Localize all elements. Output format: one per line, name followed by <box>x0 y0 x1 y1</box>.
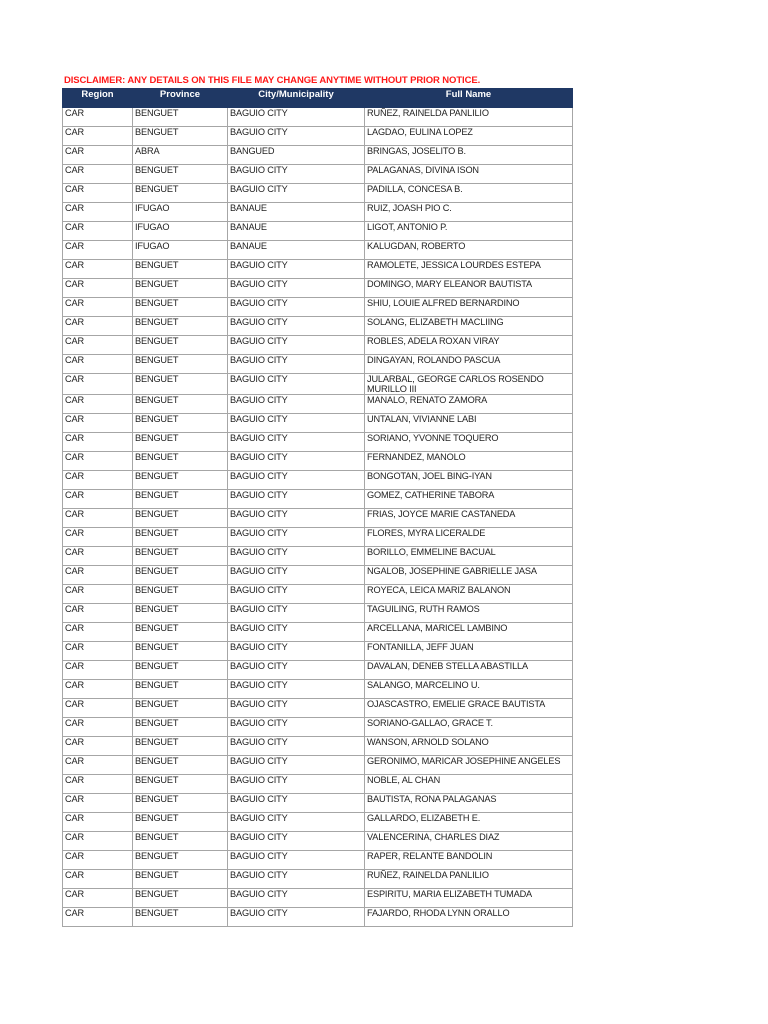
full-name-cell: UNTALAN, VIVIANNE LABI <box>365 414 573 433</box>
city-cell: BAGUIO CITY <box>228 908 365 927</box>
region-cell: CAR <box>63 547 133 566</box>
region-cell: CAR <box>63 585 133 604</box>
full-name-cell: FONTANILLA, JEFF JUAN <box>365 642 573 661</box>
table-row <box>63 813 573 832</box>
region-cell: CAR <box>63 184 133 203</box>
full-name-cell: BORILLO, EMMELINE BACUAL <box>365 547 573 566</box>
full-name-cell: LAGDAO, EULINA LOPEZ <box>365 127 573 146</box>
city-cell: BAGUIO CITY <box>228 585 365 604</box>
region-cell: CAR <box>63 471 133 490</box>
full-name-cell: DAVALAN, DENEB STELLA ABASTILLA <box>365 661 573 680</box>
province-cell: BENGUET <box>133 623 228 642</box>
table-row <box>63 336 573 355</box>
table-row <box>63 241 573 260</box>
full-name-cell: GERONIMO, MARICAR JOSEPHINE ANGELES <box>365 756 573 775</box>
full-name-cell: FRIAS, JOYCE MARIE CASTANEDA <box>365 509 573 528</box>
full-name-cell: DOMINGO, MARY ELEANOR BAUTISTA <box>365 279 573 298</box>
full-name-cell: RUÑEZ, RAINELDA PANLILIO <box>365 870 573 889</box>
table-row <box>63 680 573 699</box>
full-name-cell: PALAGANAS, DIVINA ISON <box>365 165 573 184</box>
city-cell: BAGUIO CITY <box>228 851 365 870</box>
full-name-cell: KALUGDAN, ROBERTO <box>365 241 573 260</box>
full-name-cell: WANSON, ARNOLD SOLANO <box>365 737 573 756</box>
province-cell: BENGUET <box>133 355 228 374</box>
province-cell: BENGUET <box>133 642 228 661</box>
province-cell: IFUGAO <box>133 222 228 241</box>
city-cell: BAGUIO CITY <box>228 414 365 433</box>
table-row <box>63 298 573 317</box>
table-row <box>63 547 573 566</box>
city-cell: BAGUIO CITY <box>228 298 365 317</box>
province-cell: BENGUET <box>133 566 228 585</box>
province-cell: BENGUET <box>133 395 228 414</box>
region-cell: CAR <box>63 528 133 547</box>
table-row <box>63 395 573 414</box>
region-cell: CAR <box>63 127 133 146</box>
region-cell: CAR <box>63 146 133 165</box>
province-cell: BENGUET <box>133 317 228 336</box>
full-name-cell: SOLANG, ELIZABETH MACLIING <box>365 317 573 336</box>
city-cell: BAGUIO CITY <box>228 127 365 146</box>
region-cell: CAR <box>63 452 133 471</box>
city-cell: BAGUIO CITY <box>228 433 365 452</box>
city-cell: BAGUIO CITY <box>228 108 365 127</box>
table-row <box>63 490 573 509</box>
province-cell: BENGUET <box>133 528 228 547</box>
city-cell: BAGUIO CITY <box>228 260 365 279</box>
full-name-cell: RUIZ, JOASH PIO C. <box>365 203 573 222</box>
table-row <box>63 775 573 794</box>
region-cell: CAR <box>63 490 133 509</box>
province-cell: BENGUET <box>133 604 228 623</box>
column-header-province: Province <box>133 89 228 108</box>
table-row <box>63 756 573 775</box>
province-cell: BENGUET <box>133 680 228 699</box>
city-cell: BAGUIO CITY <box>228 490 365 509</box>
table-row <box>63 279 573 298</box>
table-row <box>63 184 573 203</box>
region-cell: CAR <box>63 395 133 414</box>
region-cell: CAR <box>63 374 133 395</box>
region-cell: CAR <box>63 737 133 756</box>
table-row <box>63 433 573 452</box>
full-name-cell: BRINGAS, JOSELITO B. <box>365 146 573 165</box>
region-cell: CAR <box>63 165 133 184</box>
province-cell: BENGUET <box>133 794 228 813</box>
table-row <box>63 203 573 222</box>
city-cell: BAGUIO CITY <box>228 794 365 813</box>
province-cell: IFUGAO <box>133 241 228 260</box>
full-name-cell: OJASCASTRO, EMELIE GRACE BAUTISTA <box>365 699 573 718</box>
table-row <box>63 452 573 471</box>
full-name-cell: PADILLA, CONCESA B. <box>365 184 573 203</box>
city-cell: BANAUE <box>228 203 365 222</box>
region-cell: CAR <box>63 699 133 718</box>
table-row <box>63 870 573 889</box>
province-cell: BENGUET <box>133 108 228 127</box>
region-cell: CAR <box>63 241 133 260</box>
full-name-cell: LIGOT, ANTONIO P. <box>365 222 573 241</box>
full-name-cell: NOBLE, AL CHAN <box>365 775 573 794</box>
disclaimer-text: DISCLAIMER: ANY DETAILS ON THIS FILE MAY CHANGE ANYTIME WITHOUT PRIOR NOTICE. <box>64 75 481 86</box>
region-cell: CAR <box>63 870 133 889</box>
table-row <box>63 718 573 737</box>
table-row <box>63 889 573 908</box>
full-name-cell: RAMOLETE, JESSICA LOURDES ESTEPA <box>365 260 573 279</box>
region-cell: CAR <box>63 317 133 336</box>
province-cell: BENGUET <box>133 870 228 889</box>
city-cell: BAGUIO CITY <box>228 547 365 566</box>
column-header-region: Region <box>63 89 133 108</box>
city-cell: BAGUIO CITY <box>228 279 365 298</box>
table-row <box>63 165 573 184</box>
city-cell: BAGUIO CITY <box>228 680 365 699</box>
city-cell: BAGUIO CITY <box>228 374 365 395</box>
city-cell: BAGUIO CITY <box>228 737 365 756</box>
city-cell: BAGUIO CITY <box>228 623 365 642</box>
province-cell: BENGUET <box>133 813 228 832</box>
table-row <box>63 146 573 165</box>
province-cell: BENGUET <box>133 851 228 870</box>
city-cell: BAGUIO CITY <box>228 699 365 718</box>
province-cell: BENGUET <box>133 471 228 490</box>
region-cell: CAR <box>63 623 133 642</box>
province-cell: BENGUET <box>133 184 228 203</box>
table-row <box>63 661 573 680</box>
data-table <box>62 88 573 927</box>
full-name-cell: GOMEZ, CATHERINE TABORA <box>365 490 573 509</box>
city-cell: BAGUIO CITY <box>228 870 365 889</box>
full-name-cell: JULARBAL, GEORGE CARLOS ROSENDO MURILLO III <box>365 374 573 395</box>
region-cell: CAR <box>63 433 133 452</box>
table-row <box>63 851 573 870</box>
full-name-cell: SORIANO, YVONNE TOQUERO <box>365 433 573 452</box>
province-cell: BENGUET <box>133 127 228 146</box>
province-cell: BENGUET <box>133 547 228 566</box>
table-body <box>63 108 573 927</box>
city-cell: BAGUIO CITY <box>228 509 365 528</box>
province-cell: IFUGAO <box>133 203 228 222</box>
full-name-cell: ROBLES, ADELA ROXAN VIRAY <box>365 336 573 355</box>
city-cell: BAGUIO CITY <box>228 604 365 623</box>
region-cell: CAR <box>63 680 133 699</box>
city-cell: BAGUIO CITY <box>228 813 365 832</box>
column-header-city-municipality: City/Municipality <box>228 89 365 108</box>
province-cell: BENGUET <box>133 699 228 718</box>
full-name-cell: VALENCERINA, CHARLES DIAZ <box>365 832 573 851</box>
region-cell: CAR <box>63 298 133 317</box>
province-cell: BENGUET <box>133 775 228 794</box>
full-name-cell: BONGOTAN, JOEL BING-IYAN <box>365 471 573 490</box>
full-name-cell: ARCELLANA, MARICEL LAMBINO <box>365 623 573 642</box>
full-name-cell: ROYECA, LEICA MARIZ BALANON <box>365 585 573 604</box>
region-cell: CAR <box>63 108 133 127</box>
province-cell: BENGUET <box>133 414 228 433</box>
table-row <box>63 642 573 661</box>
city-cell: BANAUE <box>228 222 365 241</box>
table-row <box>63 127 573 146</box>
region-cell: CAR <box>63 851 133 870</box>
province-cell: BENGUET <box>133 661 228 680</box>
region-cell: CAR <box>63 355 133 374</box>
region-cell: CAR <box>63 260 133 279</box>
full-name-cell: SHIU, LOUIE ALFRED BERNARDINO <box>365 298 573 317</box>
city-cell: BAGUIO CITY <box>228 718 365 737</box>
city-cell: BAGUIO CITY <box>228 184 365 203</box>
region-cell: CAR <box>63 604 133 623</box>
full-name-cell: RUÑEZ, RAINELDA PANLILIO <box>365 108 573 127</box>
table-header <box>63 89 573 108</box>
table-row <box>63 699 573 718</box>
province-cell: ABRA <box>133 146 228 165</box>
table-row <box>63 355 573 374</box>
city-cell: BAGUIO CITY <box>228 471 365 490</box>
region-cell: CAR <box>63 813 133 832</box>
city-cell: BAGUIO CITY <box>228 528 365 547</box>
region-cell: CAR <box>63 661 133 680</box>
city-cell: BAGUIO CITY <box>228 775 365 794</box>
province-cell: BENGUET <box>133 509 228 528</box>
full-name-cell: SORIANO-GALLAO, GRACE T. <box>365 718 573 737</box>
region-cell: CAR <box>63 414 133 433</box>
province-cell: BENGUET <box>133 374 228 395</box>
city-cell: BAGUIO CITY <box>228 661 365 680</box>
region-cell: CAR <box>63 718 133 737</box>
header-row <box>63 89 573 108</box>
full-name-cell: DINGAYAN, ROLANDO PASCUA <box>365 355 573 374</box>
table-row <box>63 585 573 604</box>
full-name-cell: BAUTISTA, RONA PALAGANAS <box>365 794 573 813</box>
table-row <box>63 794 573 813</box>
full-name-cell: RAPER, RELANTE BANDOLIN <box>365 851 573 870</box>
region-cell: CAR <box>63 642 133 661</box>
city-cell: BAGUIO CITY <box>228 889 365 908</box>
table-row <box>63 528 573 547</box>
region-cell: CAR <box>63 908 133 927</box>
region-cell: CAR <box>63 509 133 528</box>
table-row <box>63 260 573 279</box>
table-row <box>63 604 573 623</box>
region-cell: CAR <box>63 832 133 851</box>
province-cell: BENGUET <box>133 260 228 279</box>
full-name-cell: GALLARDO, ELIZABETH E. <box>365 813 573 832</box>
city-cell: BAGUIO CITY <box>228 336 365 355</box>
full-name-cell: FERNANDEZ, MANOLO <box>365 452 573 471</box>
table-row <box>63 623 573 642</box>
province-cell: BENGUET <box>133 889 228 908</box>
province-cell: BENGUET <box>133 832 228 851</box>
region-cell: CAR <box>63 794 133 813</box>
city-cell: BANGUED <box>228 146 365 165</box>
city-cell: BAGUIO CITY <box>228 832 365 851</box>
full-name-cell: NGALOB, JOSEPHINE GABRIELLE JASA <box>365 566 573 585</box>
table-row <box>63 414 573 433</box>
city-cell: BAGUIO CITY <box>228 355 365 374</box>
region-cell: CAR <box>63 775 133 794</box>
table-row <box>63 471 573 490</box>
region-cell: CAR <box>63 336 133 355</box>
table-row <box>63 908 573 927</box>
city-cell: BAGUIO CITY <box>228 756 365 775</box>
province-cell: BENGUET <box>133 737 228 756</box>
city-cell: BAGUIO CITY <box>228 642 365 661</box>
table-row <box>63 566 573 585</box>
province-cell: BENGUET <box>133 490 228 509</box>
table-row <box>63 832 573 851</box>
province-cell: BENGUET <box>133 908 228 927</box>
city-cell: BANAUE <box>228 241 365 260</box>
full-name-cell: FLORES, MYRA LICERALDE <box>365 528 573 547</box>
province-cell: BENGUET <box>133 718 228 737</box>
table-row <box>63 108 573 127</box>
city-cell: BAGUIO CITY <box>228 452 365 471</box>
full-name-cell: ESPIRITU, MARIA ELIZABETH TUMADA <box>365 889 573 908</box>
city-cell: BAGUIO CITY <box>228 317 365 336</box>
table-row <box>63 374 573 395</box>
table-row <box>63 317 573 336</box>
province-cell: BENGUET <box>133 452 228 471</box>
table-row <box>63 737 573 756</box>
region-cell: CAR <box>63 889 133 908</box>
region-cell: CAR <box>63 222 133 241</box>
table-row <box>63 222 573 241</box>
region-cell: CAR <box>63 756 133 775</box>
province-cell: BENGUET <box>133 433 228 452</box>
province-cell: BENGUET <box>133 298 228 317</box>
province-cell: BENGUET <box>133 165 228 184</box>
province-cell: BENGUET <box>133 336 228 355</box>
column-header-full-name: Full Name <box>365 89 573 108</box>
full-name-cell: SALANGO, MARCELINO U. <box>365 680 573 699</box>
full-name-cell: FAJARDO, RHODA LYNN ORALLO <box>365 908 573 927</box>
table-row <box>63 509 573 528</box>
city-cell: BAGUIO CITY <box>228 566 365 585</box>
city-cell: BAGUIO CITY <box>228 395 365 414</box>
province-cell: BENGUET <box>133 279 228 298</box>
province-cell: BENGUET <box>133 756 228 775</box>
city-cell: BAGUIO CITY <box>228 165 365 184</box>
province-cell: BENGUET <box>133 585 228 604</box>
region-cell: CAR <box>63 566 133 585</box>
region-cell: CAR <box>63 279 133 298</box>
full-name-cell: TAGUILING, RUTH RAMOS <box>365 604 573 623</box>
region-cell: CAR <box>63 203 133 222</box>
full-name-cell: MANALO, RENATO ZAMORA <box>365 395 573 414</box>
